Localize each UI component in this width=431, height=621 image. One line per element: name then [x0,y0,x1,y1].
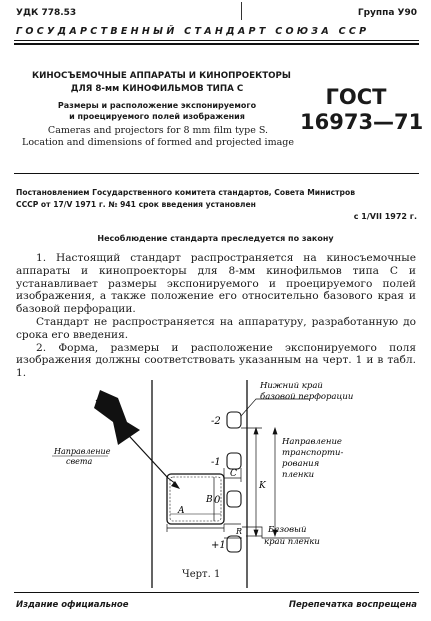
title-en-line1: Cameras and projectors for 8 mm film type S. [47,125,269,136]
svg-text:Направление: Направление [54,447,111,456]
svg-text:край пленки: край пленки [264,537,320,547]
dim-label-b: B [206,495,213,505]
paragraph-2: Стандарт не распространяется на аппаратуру, разработанную до срока его введения. [16,315,416,341]
transport-arrow [273,428,277,536]
legal-warning: Несоблюдение стандарта преследуется по закону [97,234,334,243]
effective-date: с 1/VII 1972 г. [353,212,417,221]
standard-title: ГОСУДАРСТВЕННЫЙ СТАНДАРТ СОЮЗА ССР [16,26,370,37]
gost-number: 16973—71 [300,110,424,134]
dim-label-c: C [230,469,237,479]
dimension-a [167,524,224,532]
svg-text:пленки: пленки [282,470,315,480]
title-ru-line2: ДЛЯ 8-мм КИНОФИЛЬМОВ ТИПА С [70,84,244,94]
figure-1-drawing [0,370,431,590]
svg-text:базовой перфорации: базовой перфорации [260,392,354,402]
perf-label-zero: 0 [214,495,221,506]
footer-left: Издание официальное [16,600,129,610]
svg-text:транспорти-: транспорти- [282,448,344,458]
header-rule-2 [14,43,419,45]
svg-text:света: света [66,457,93,466]
udk-code: УДК 778.53 [16,8,77,18]
dim-label-r: R [236,527,243,536]
header-rule [14,40,419,41]
decree-line2: СССР от 17/V 1971 г. № 941 срок введения установлен [16,200,256,209]
dim-label-k: K [259,481,266,491]
title-en-line2: Location and dimensions of formed and projected image [22,137,294,148]
light-arrow [94,390,180,489]
label-transport-direction [281,437,343,480]
subtitle-ru-line1: Размеры и расположение экспонируемого [57,101,257,110]
figure-caption: Черт. 1 [182,569,221,580]
svg-text:рования: рования [282,459,320,469]
perf-label-minus2: -2 [211,416,221,427]
label-light-direction [53,447,111,466]
group-code: Группа У90 [357,8,417,18]
footer-rule [14,592,419,593]
title-ru-line1: КИНОСЪЕМОЧНЫЕ АППАРАТЫ И КИНОПРОЕКТОРЫ [32,71,291,81]
title-rule [14,173,419,174]
film-strip [152,380,247,588]
perf-label-minus1: -1 [211,457,221,468]
svg-text:Базовый: Базовый [268,525,307,535]
label-base-edge [264,525,320,547]
decree-line1: Постановлением Государственного комитета стандартов, Совета Министров [16,188,356,197]
gost-label: ГОСТ [325,85,387,109]
dim-label-a: A [178,506,185,516]
svg-text:Нижний край: Нижний край [260,381,323,391]
perf-label-plus1: +1 [211,540,226,551]
staple-mark [241,2,242,20]
paragraph-3: 2. Форма, размеры и расположение экспонируемого поля изображения должны соответствовать указанным на черт. 1 и в табл. 1. [16,341,416,380]
paragraph-1: 1. Настоящий стандарт распространяется на киносъемочные аппараты и кинопроекторы для 8-мм кинофильмов типа С и устанавливает размеры экспонируемого и проецируемого полей изображения, а также положение его относительно базового края и базовой перфорации. [16,252,416,316]
svg-text:Направление: Направление [282,437,342,447]
footer-right: Перепечатка воспрещена [288,600,417,610]
body-text [16,252,416,380]
subtitle-ru-line2: и проецируемого полей изображения [69,112,245,121]
label-lower-edge-perforation [259,381,353,402]
